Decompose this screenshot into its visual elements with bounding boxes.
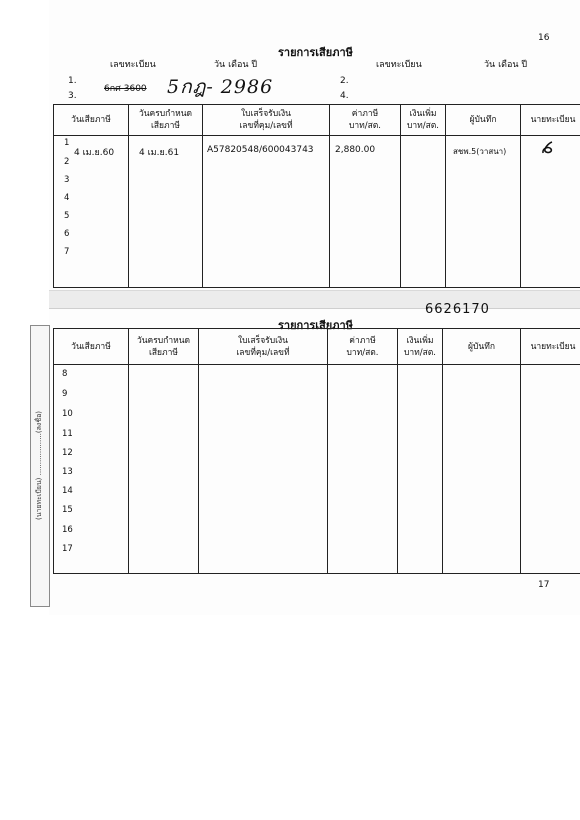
row-number: 11 — [62, 429, 73, 439]
cell-registrar-column — [521, 365, 580, 574]
stamp-number: 6626170 — [425, 302, 490, 317]
reg-index-4: 4. — [340, 91, 349, 101]
entry-tax-amount: 2,880.00 — [335, 145, 376, 155]
row-number: 3 — [64, 175, 70, 185]
col-header-receipt: ใบเสร็จรับเงิน เลขที่คุม/เลขที่ — [199, 329, 328, 365]
reg-index-2: 2. — [340, 76, 349, 86]
col-header-receipt: ใบเสร็จรับเงิน เลขที่คุม/เลขที่ — [203, 105, 330, 136]
row-number: 5 — [64, 211, 70, 221]
cell-tax-amount-column — [328, 365, 398, 574]
cell-extra-column — [401, 136, 446, 288]
col-header-due-date: วันครบกำหนด เสียภาษี — [129, 329, 199, 365]
page-number-top: 16 — [538, 33, 550, 43]
entry-recorder: สชพ.5(วาสนา) — [453, 147, 507, 156]
date-label-right: วัน เดือน ปี — [484, 60, 528, 70]
tax-table-bottom — [53, 328, 580, 574]
tax-table-top — [53, 104, 580, 288]
cell-receipt-column — [199, 365, 328, 574]
col-header-extra: เงินเพิ่ม บาท/สต. — [401, 105, 446, 136]
row-number: 13 — [62, 467, 73, 477]
cell-due-date-column — [129, 365, 199, 574]
date-label-left: วัน เดือน ปี — [214, 60, 258, 70]
cell-registrar-column — [521, 136, 580, 288]
col-header-tax-amount: ค่าภาษี บาท/สต. — [328, 329, 398, 365]
row-number: 15 — [62, 505, 73, 515]
col-header-tax-date: วันเสียภาษี — [54, 105, 129, 136]
row-number: 17 — [62, 544, 73, 554]
row-number: 14 — [62, 486, 73, 496]
col-header-tax-amount: ค่าภาษี บาท/สต. — [330, 105, 401, 136]
reg-label-right: เลขทะเบียน — [376, 60, 422, 70]
col-header-tax-date: วันเสียภาษี — [54, 329, 129, 365]
entry-tax-date: 4 เม.ย.60 — [74, 148, 115, 158]
row-number: 16 — [62, 525, 73, 535]
col-header-due-date: วันครบกำหนด เสียภาษี — [129, 105, 203, 136]
old-plate-number: 6กศ 3600 — [104, 84, 147, 94]
cell-recorder-column — [446, 136, 521, 288]
signature-mark — [540, 140, 556, 156]
cell-receipt-column — [203, 136, 330, 288]
new-plate-number-handwritten: 5กฎ- 2986 — [167, 76, 274, 98]
row-number: 8 — [62, 369, 68, 379]
section-title-top: รายการเสียภาษี — [278, 46, 353, 59]
row-number: 10 — [62, 409, 73, 419]
col-header-extra: เงินเพิ่ม บาท/สต. — [398, 329, 443, 365]
row-number: 1 — [64, 138, 70, 148]
col-header-registrar: นายทะเบียน — [521, 329, 580, 365]
section-title-bottom: รายการเสียภาษี — [278, 319, 353, 332]
reg-index-3: 3. — [68, 91, 77, 101]
reg-index-1: 1. — [68, 76, 77, 86]
row-number: 2 — [64, 157, 70, 167]
entry-due-date: 4 เม.ย.61 — [139, 148, 180, 158]
row-number: 12 — [62, 448, 73, 458]
page-number-bottom: 17 — [538, 580, 550, 590]
reg-label-left: เลขทะเบียน — [110, 60, 156, 70]
row-number: 4 — [64, 193, 70, 203]
row-number: 6 — [64, 229, 70, 239]
cell-tax-amount-column — [330, 136, 401, 288]
col-header-recorder: ผู้บันทึก — [446, 105, 521, 136]
row-number: 9 — [62, 389, 68, 399]
col-header-recorder: ผู้บันทึก — [443, 329, 521, 365]
cell-recorder-column — [443, 365, 521, 574]
row-number: 7 — [64, 247, 70, 257]
col-header-registrar: นายทะเบียน — [521, 105, 580, 136]
side-tab-text: (นายทะเบียน) ...................(ลงชื่อ) — [35, 410, 43, 520]
entry-receipt: A57820548/600043743 — [207, 145, 314, 155]
cell-extra-column — [398, 365, 443, 574]
